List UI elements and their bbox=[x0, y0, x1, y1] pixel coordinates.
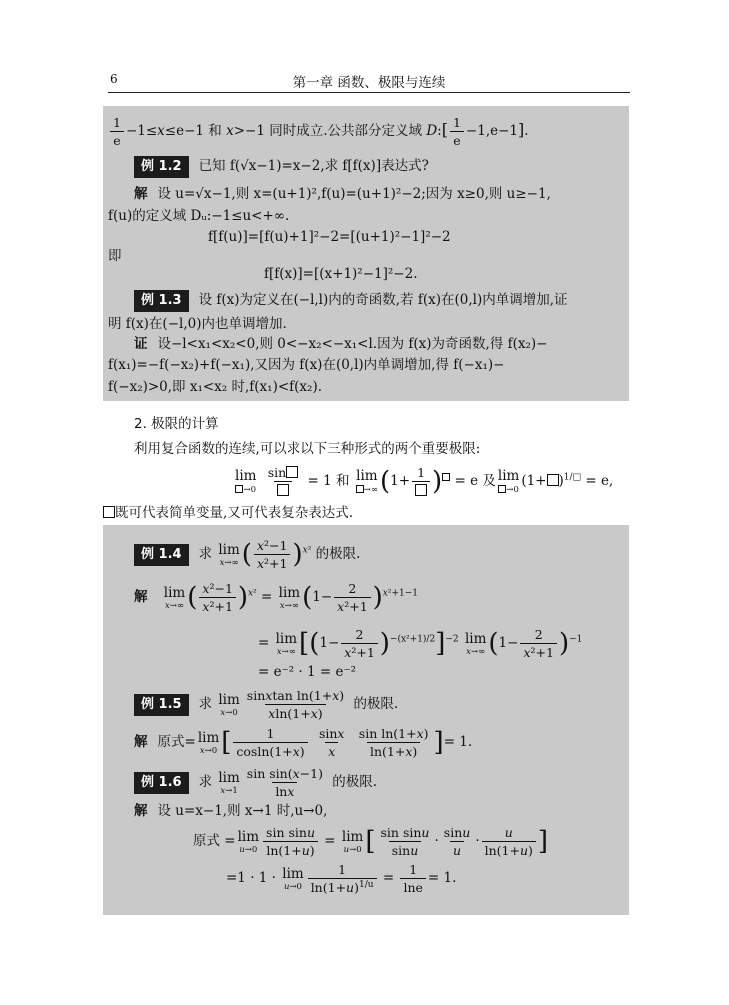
example-1-3-line2: 明 f(x)在(−l,0)内也单调增加. bbox=[108, 316, 287, 332]
running-header bbox=[108, 70, 630, 93]
section-note: 既可代表简单变量,又可代表复杂表达式. bbox=[103, 505, 353, 521]
solution-1-4-line2: = lim x→∞ [(1− $\frac{2}{\text{x²+1}}$ )$^{-(x^2+1)/2}$]$^{-2}$ lim x→∞ (1− $\frac{2}{\text{x²+1}}$ )$^{-1}$ bbox=[258, 627, 583, 660]
example-1-4: 例 1.4 求 lim x→∞ ( $\frac{\text{x²−1}}{\text{x²+1}}$ )$^{x^2}$ 的极限. bbox=[134, 538, 360, 571]
example-label: 例 1.4 bbox=[134, 544, 189, 566]
example-1-3: 例 1.3 设 f(x)为定义在(−l,l)内的奇函数,若 f(x)在(0,l)内单调增加,证 bbox=[134, 290, 568, 312]
proof-1-3-line3: f(−x₂)>0,即 x₁<x₂ 时,f(x₁)<f(x₂). bbox=[108, 379, 323, 395]
solution-1-6-line2: 原式 = lim u→0 $\frac{\text{sin sinu}}{\ln(1+u)}$ = lim u→0 [ $\frac{\text{sin sinu}}{\sin u}$ · $\frac{\sin u}{u}$ · $\frac{u}{\ln(1+u)}$ ] bbox=[193, 825, 549, 858]
solution-1-2-ji: 即 bbox=[108, 248, 122, 264]
box1-intro: $\frac{1}{e}$ −1≤x≤e−1 和 x>−1 同时成立.公共部分定义域 D:[ $\frac{1}{e}$ −1,e−1]. bbox=[108, 115, 529, 148]
solution-1-2-line1: 解 设 u=√x−1,则 x=(u+1)²,f(u)=(u+1)²−2;因为 x≥0,则 u≥−1, bbox=[134, 186, 551, 202]
solution-1-6-line1: 解 设 u=x−1,则 x→1 时,u→0, bbox=[134, 803, 328, 819]
solution-1-5: 解 原式= lim x→0 [ $\frac{1}{\text{cosln(1+x)}}$ $\frac{\sin x}{x}$ $\frac{\text{sin ln(1+x)}}{\ln(1+x)}$ ]= 1. bbox=[134, 726, 473, 759]
solution-1-2-line4: f[f(x)]=[(x+1)²−1]²−2. bbox=[264, 266, 418, 282]
example-label: 例 1.3 bbox=[134, 290, 189, 312]
example-label: 例 1.2 bbox=[134, 156, 189, 178]
example-1-5: 例 1.5 求 lim x→0 $\frac{\text{sinxtan ln(1+x)}}{xln(1+x)}$ 的极限. bbox=[134, 688, 398, 721]
example-1-2: 例 1.2 已知 f(√x−1)=x−2,求 f[f(x)]表达式? bbox=[134, 156, 429, 178]
proof-1-3-line1: 证 设−l<x₁<x₂<0,则 0<−x₂<−x₁<l.因为 f(x)为奇函数,得 f(x₂)− bbox=[134, 336, 548, 352]
section-heading: 2. 极限的计算 bbox=[134, 416, 219, 432]
proof-1-3-line2: f(x₁)=−f(−x₂)+f(−x₁),又因为 f(x)在(0,l)内单调增加,得 f(−x₁)− bbox=[108, 357, 505, 373]
important-limits: lim →0 sin = 1 和 lim →∞ (1+ 1 ) = e 及 lim →0 $(1+ )^{1/□} = e$, bbox=[235, 465, 614, 497]
example-label: 例 1.6 bbox=[134, 772, 189, 794]
solution-1-4-line3: = e⁻² · 1 = e⁻² bbox=[258, 664, 357, 680]
solution-1-6-line3: =1 · 1 · lim u→0 $\frac{1}{\ln(1+u)^{1/u}}$ = $\frac{1}{\ln e}$ = 1. bbox=[226, 862, 457, 896]
solution-1-2-line2: f(u)的定义域 Dᵤ:−1≤u<+∞. bbox=[108, 208, 290, 224]
solution-1-2-line3: f[f(u)]=[f(u)+1]²−2=[(u+1)²−1]²−2 bbox=[208, 229, 451, 245]
chapter-title: 第一章 函数、极限与连续 bbox=[292, 75, 446, 91]
solution-1-4-line1: 解 lim x→∞ ( $\frac{\text{x²−1}}{\text{x²+1}}$ )$^{x^2}$ = lim x→∞ (1− $\frac{2}{\text{x²+1}}$ )$^{x^2+1-1}$ bbox=[134, 581, 419, 614]
section-intro: 利用复合函数的连续,可以求以下三种形式的两个重要极限: bbox=[134, 441, 481, 457]
example-1-6: 例 1.6 求 lim x→1 $\frac{\text{sin sin(x−1)}}{\ln x}$ 的极限. bbox=[134, 766, 377, 799]
page-number: 6 bbox=[110, 72, 118, 86]
example-label: 例 1.5 bbox=[134, 694, 189, 716]
